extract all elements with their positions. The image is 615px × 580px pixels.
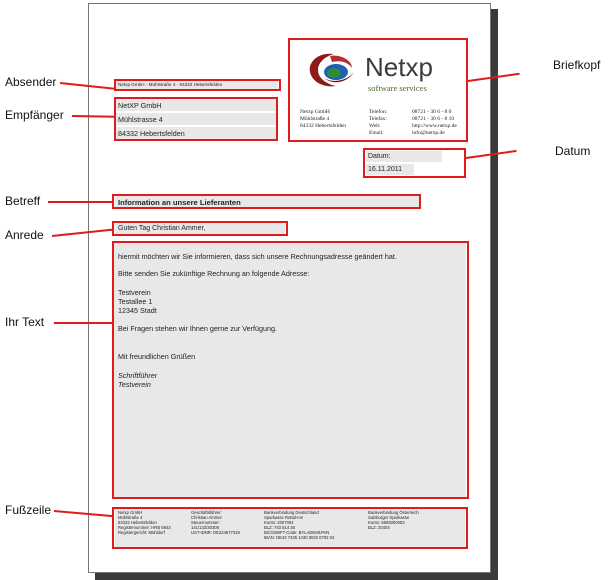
body-address-line-2: Testallee 1 <box>118 297 153 306</box>
body-closing: Mit freundlichen Grüßen <box>118 352 196 361</box>
body-paragraph-1: hiermit möchten wir Sie informieren, dass sich unsere Rechnungsadresse geändert hat. <box>118 252 397 261</box>
footer-col1-line1: Netxp GmbH <box>118 510 143 515</box>
annotation-box-datum <box>363 148 466 178</box>
footer-col2-line2: Christian Ammer <box>191 515 222 520</box>
footer-col4-line1: Bankverbindung Österreich <box>368 510 419 515</box>
date-value: 16.11.2011 <box>368 166 402 173</box>
footer-col1-line4: Registernummer: HRB 5943 <box>118 525 171 530</box>
date-label: Datum: <box>368 153 391 160</box>
footer-col4-line3: Konto: 6605000003 <box>368 520 405 525</box>
annotation-box-absender <box>114 79 281 91</box>
callout-absender: Absender <box>5 75 57 89</box>
callout-line-empfaenger <box>72 115 115 118</box>
contact-label-fax: Telefax: <box>369 116 387 122</box>
recipient-street: Mühlstrasse 4 <box>118 115 163 124</box>
annotation-box-briefkopf <box>288 38 468 142</box>
annotation-box-betreff <box>112 194 421 209</box>
annotation-box-ihr-text <box>112 241 469 499</box>
body-address-line-1: Testverein <box>118 288 151 297</box>
footer-col2-line1: Geschäftsführer: <box>191 510 222 515</box>
callout-anrede: Anrede <box>5 228 44 242</box>
footer-col1-line3: 84332 Hebertsfelden <box>118 520 157 525</box>
body-address-line-3: 12345 Stadt <box>118 306 157 315</box>
recipient-name: NetXP GmbH <box>118 101 162 110</box>
footer-col4-line4: BLZ: 20404 <box>368 525 390 530</box>
callout-datum: Datum <box>555 144 591 158</box>
subject-text: Information an unsere Lieferanten <box>118 197 241 207</box>
annotation-box-empfaenger <box>114 97 278 141</box>
contact-label-email: Email: <box>369 130 384 136</box>
salutation-text: Guten Tag Christian Ammer, <box>118 225 206 232</box>
footer-col2-line4: 141/133/30308 <box>191 525 219 530</box>
footer-col2-line5: UST-IDNR: DE224677319 <box>191 530 240 535</box>
body-signature-role: Schriftführer <box>118 371 158 380</box>
footer-col3-line4: BLZ: 743 514 30 <box>264 525 295 530</box>
callout-betreff: Betreff <box>5 194 41 208</box>
contact-label-web: Web: <box>369 123 381 129</box>
footer-col2-line3: Steuernummer: <box>191 520 220 525</box>
sender-line: Netxp GmbH - Mühlstraße 4 - 84332 Hebertsfelden <box>118 81 223 87</box>
footer-col3-line6: IBAN: DE43 7435 1430 0022 0702 04 <box>264 535 335 540</box>
footer-col3-line5: BIC/SWIFT-Code: BYLADEM1PAN <box>264 530 330 535</box>
footer-col3-line1: Bankverbindung Deutschland <box>264 510 319 515</box>
footer-col3-line3: Konto: 2007004 <box>264 520 294 525</box>
contact-label-phone: Telefon: <box>369 109 388 115</box>
contact-value-phone: 08721 - 30 6 - 8 0 <box>412 109 452 115</box>
footer-col4-line2: Salzburger Sparkasse <box>368 515 410 520</box>
company-street: Mühlstraße 4 <box>300 116 330 122</box>
annotation-box-anrede <box>112 221 288 236</box>
callout-ihr-text: Ihr Text <box>5 315 45 329</box>
company-city: 84332 Hebertsfelden <box>300 123 346 129</box>
callout-line-ihr-text <box>54 322 113 324</box>
footer-col1-line5: Registergericht: Mühldorf <box>118 530 165 535</box>
callout-line-betreff <box>48 201 113 203</box>
footer-col1-line2: Mühlstraße 4 <box>118 515 143 520</box>
logo-tagline: software services <box>368 83 427 93</box>
logo-brand: Netxp <box>365 52 433 82</box>
callout-empfaenger: Empfänger <box>5 108 64 122</box>
contact-value-web: http://www.netxp.de <box>412 123 457 129</box>
recipient-city: 84332 Hebertsfelden <box>118 129 185 138</box>
annotation-box-fusszeile <box>112 507 468 549</box>
body-signature-org: Testverein <box>118 380 151 389</box>
body-paragraph-2: Bitte senden Sie zukünftige Rechnung an folgende Adresse: <box>118 269 310 278</box>
footer-col3-line2: Sparkasse Rottal-Inn <box>264 515 304 520</box>
contact-value-fax: 08721 - 30 6 - 8 10 <box>412 116 455 122</box>
body-paragraph-3: Bei Fragen stehen wir Ihnen gerne zur Verfügung. <box>118 324 278 333</box>
callout-fusszeile: Fußzeile <box>5 503 52 517</box>
company-name: Netxp GmbH <box>300 109 330 115</box>
contact-value-email: info@netxp.de <box>412 130 445 136</box>
callout-briefkopf: Briefkopf <box>553 58 601 72</box>
